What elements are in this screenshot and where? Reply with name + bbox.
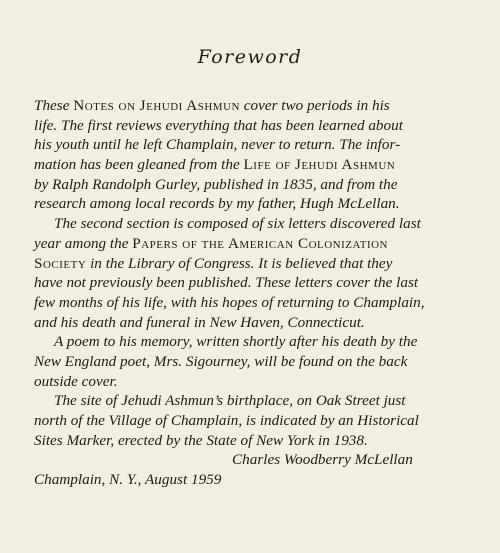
- page-title: Foreword: [197, 46, 303, 68]
- text-run: his youth until he left Champlain, never to return. The infor-: [34, 136, 401, 154]
- text-line: [34, 273, 480, 293]
- text-line: [34, 332, 480, 352]
- text-run: have not previously been published. These letters cover the last: [34, 274, 419, 292]
- text-run: north of the Village of Champlain, is indicated by an Historical: [34, 412, 419, 429]
- small-caps-text: Notes on Jehudi Ashmun: [73, 97, 240, 114]
- text-run: Sites Marker, erected by the State of New York in 1938.: [34, 431, 368, 449]
- text-run: life. The first reviews everything that has been learned about: [34, 116, 403, 134]
- text-line: [34, 293, 480, 313]
- text-run: The site of Jehudi Ashmun’s birthplace, on Oak Street just: [54, 392, 406, 410]
- text-line: [34, 411, 480, 431]
- text-run: research among local records by my father, Hugh McLellan.: [34, 195, 400, 213]
- signature: Charles Woodberry McLellan: [232, 451, 413, 469]
- text-line: [34, 175, 480, 195]
- text-line: [34, 116, 480, 136]
- place-date: Champlain, N. Y., August 1959: [34, 471, 222, 489]
- text-run: in the Library of Congress. It is believed that they: [86, 254, 393, 272]
- text-run: by Ralph Randolph Gurley, published in 1835, and from the: [34, 175, 398, 193]
- text-run: mation has been gleaned from the: [34, 156, 244, 174]
- small-caps-text: Society: [34, 254, 87, 272]
- text-line: [34, 431, 480, 451]
- text-run: few months of his life, with his hopes of returning to Champlain,: [34, 293, 425, 311]
- text-run: year among the: [34, 234, 133, 252]
- text-line: [34, 96, 480, 116]
- text-run: The second section is composed of six letters discovered last: [54, 215, 421, 233]
- text-run: cover two periods in his: [239, 97, 390, 114]
- small-caps-text: Papers of the American Colonization: [132, 234, 389, 252]
- text-run: outside cover.: [34, 372, 118, 390]
- text-line: [34, 194, 480, 214]
- text-line: [34, 155, 480, 175]
- text-run: These: [34, 97, 74, 114]
- text-line: [34, 313, 480, 333]
- foreword-body: [34, 96, 480, 490]
- text-line: [34, 391, 480, 411]
- text-line: [34, 234, 480, 254]
- text-line: [34, 352, 480, 372]
- small-caps-text: Life of Jehudi Ashmun: [243, 156, 396, 174]
- text-line: [34, 254, 480, 274]
- text-run: A poem to his memory, written shortly after his death by the: [54, 333, 418, 351]
- text-line: [34, 214, 480, 234]
- text-run: New England poet, Mrs. Sigourney, will be found on the back: [34, 352, 408, 370]
- text-run: and his death and funeral in New Haven, Connecticut.: [34, 313, 365, 331]
- text-line: [34, 135, 480, 155]
- text-line: [34, 372, 480, 392]
